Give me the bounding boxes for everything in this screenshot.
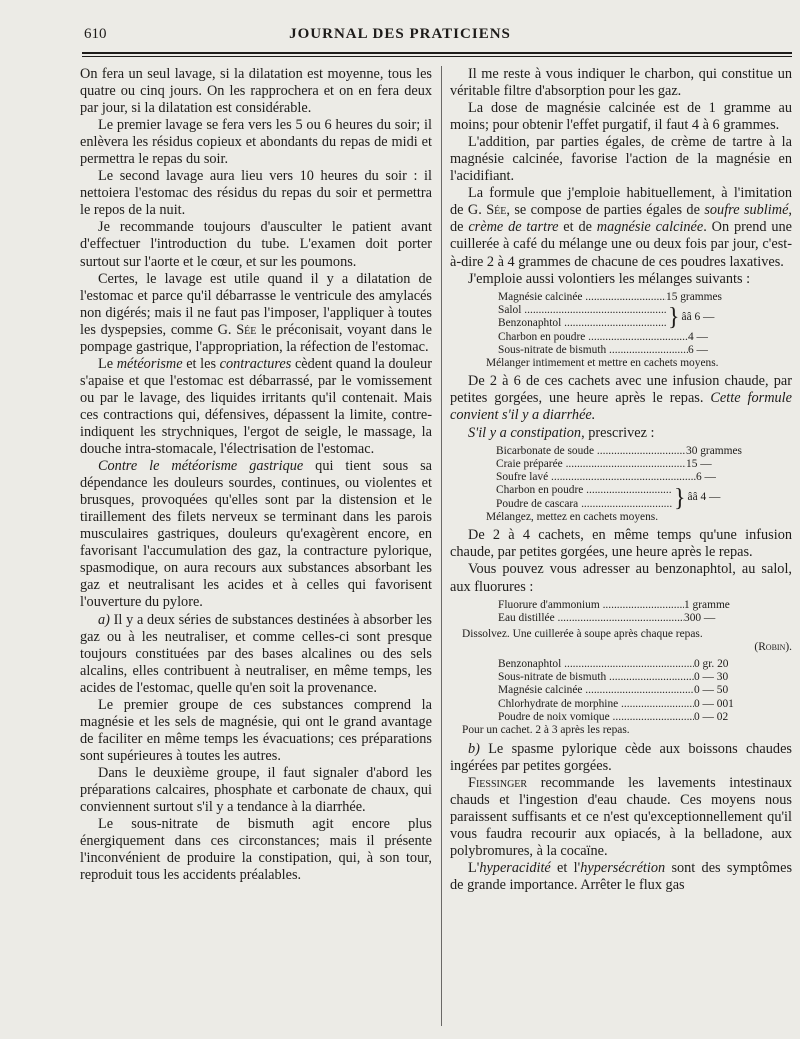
formula-row [498, 291, 758, 304]
formula-2 [486, 444, 746, 525]
list-marker: a) [98, 611, 110, 628]
emphasis: crème de tartre [468, 219, 559, 236]
paragraph: De 2 à 4 cachets, en même temps qu'une infusion chaude, par petites gorgées, une heure après le repas. [450, 527, 792, 561]
paragraph [80, 356, 432, 458]
quantity: 30 grammes [686, 444, 742, 457]
page-header [0, 26, 800, 48]
paragraph: Le premier lavage se fera vers les 5 ou 6 heures du soir; il enlèvera les résidus copieux et abondants du repas de midi et permettra le repas du soir. [80, 117, 432, 168]
paragraph [80, 458, 432, 611]
author-name: Fiessinger [468, 774, 528, 791]
text: Certes, le lavage est utile quand il y a dilatation de l'estomac et parce qu'il débarrasse le ventricule des amylacés non digérés; mais il ne faut pas l'imposer, l'appliquer à toutes les dyspepsies, comme G. [80, 270, 432, 338]
emphasis: magnésie calcinée [596, 219, 704, 236]
quantity: 0 — 001 [694, 697, 734, 710]
emphasis: contractures [219, 355, 292, 372]
formula-note: Mélanger intimement et mettre en cachets moyens. [486, 357, 719, 370]
formula-author: (Robin). [754, 641, 792, 654]
formula-row [498, 671, 758, 684]
paragraph [450, 185, 792, 270]
header-rule [82, 52, 792, 54]
formula-row [498, 331, 758, 344]
text: le préconisait, voyant dans le pompage gastrique, l'appropriation, la réfection de l'estomac. [80, 321, 432, 355]
ingredient: Fluorure d'ammonium ..... [498, 599, 684, 612]
brace-icon: } [668, 303, 680, 331]
ingredient: Charbon en poudre ..... [496, 484, 672, 497]
quantity: 0 — 30 [694, 671, 729, 684]
quantity: ââ 6 — [681, 310, 715, 323]
list-marker: b) [468, 740, 480, 757]
text: De 2 à 6 de ces cachets avec une infusion chaude, par petites gorgées, une heure après le repas. [450, 373, 792, 407]
ingredient: Salol ..... [498, 304, 666, 317]
column-divider [441, 66, 442, 1026]
paragraph [80, 612, 432, 697]
text: Le [98, 355, 117, 372]
formula-row [496, 445, 746, 458]
paragraph: Le premier groupe de ces substances comprend la magnésie et les sels de magnésie, qui ont le grand avantage de faciliter en même temps les évacuations; ces préparations sont supérieures à toutes les autres. [80, 696, 432, 764]
ingredient: Benzonaphtol ..... [498, 658, 694, 671]
header-rule-thin [82, 56, 792, 57]
text: . On prend une cuillerée à café du mélange une ou deux fois par jour, c'est-à-dire 2 à 4 grammes de chacune de ces poudres laxatives. [450, 219, 792, 270]
formula-row [498, 344, 758, 357]
formula-row [498, 599, 748, 612]
quantity: 0 gr. 20 [694, 657, 729, 670]
paragraph: Le second lavage aura lieu vers 10 heures du soir : il nettoiera l'estomac des résidus du repas du soir et permettra le repos de la nuit. [80, 168, 432, 219]
paragraph: Vous pouvez vous adresser au benzonaphtol, au salol, aux fluorures : [450, 561, 792, 595]
emphasis: soufre sublimé [704, 202, 789, 219]
formula-4 [462, 657, 758, 738]
ingredient: Soufre lavé ..... [496, 471, 696, 484]
paragraph [450, 860, 792, 894]
ingredient: Sous-nitrate de bismuth ..... [498, 671, 694, 684]
text: et les [182, 355, 220, 372]
formula-row [498, 612, 748, 625]
paragraph [450, 425, 792, 442]
text: et l' [550, 859, 581, 876]
paragraph: La dose de magnésie calcinée est de 1 gramme au moins; pour obtenir l'effet purgatif, il faut 4 à 6 grammes. [450, 100, 792, 134]
quantity: 1 gramme [684, 598, 730, 611]
ingredient: Chlorhydrate de morphine ..... [498, 698, 694, 711]
formula-row [498, 658, 758, 671]
quantity: 15 — [686, 457, 712, 470]
emphasis: hyperacidité [479, 859, 551, 876]
quantity: 0 — 50 [694, 684, 729, 697]
ingredient: Eau distillée ..... [498, 612, 684, 625]
text: , se compose de parties égales de [506, 202, 705, 219]
page-number: 610 [84, 26, 107, 42]
paragraph [450, 741, 792, 775]
paragraph: J'emploie aussi volontiers les mélanges suivants : [468, 270, 751, 287]
formula-note: Dissolvez. Une cuillerée à soupe après chaque repas. [462, 628, 703, 641]
text: sont des symptômes de grande importance. Arrêter le flux gas [450, 859, 793, 893]
text: recommande les lavements intestinaux chauds et l'ingestion d'eau chaude. Ces moyens nous paraissent suffisants et ce n'est qu'exceptionnellement qu'il vous faudra recourir aux opiacés, à la belladone, aux polybromures, à la cocaïne. [450, 774, 792, 859]
ingredient: Poudre de noix vomique ..... [498, 711, 694, 724]
paragraph [450, 775, 792, 860]
ingredient: Magnésie calcinée ..... [498, 291, 666, 304]
paragraph: Je recommande toujours d'ausculter le patient avant d'effectuer l'introduction du tube. L'examen doit porter surtout sur l'aorte et le cœur, et sur les poumons. [80, 219, 432, 270]
ingredient: Charbon en poudre ..... [498, 331, 688, 344]
paragraph: Dans le deuxième groupe, il faut signaler d'abord les préparations calcaires, phosphate et carbonate de chaux, qui conviennent surtout s'il y a tendance à la diarrhée. [80, 764, 432, 816]
text: , prescrivez : [581, 424, 655, 441]
paragraph: Il me reste à vous indiquer le charbon, qui constitue un véritable filtre d'absorption pour les gaz. [450, 66, 792, 100]
emphasis: Cette formule convient s'il y a diarrhée. [450, 390, 792, 424]
paragraph: L'addition, par parties égales, de crème de tartre à la magnésie calcinée, favorise l'action de la magnésie en l'acidifiant. [450, 134, 792, 185]
formula-3-notes [462, 628, 792, 655]
formula-3 [498, 599, 748, 626]
text: Le spasme pylorique cède aux boissons chaudes ingérées par petites gorgées. [450, 740, 792, 774]
text: et de [558, 219, 597, 236]
formula-note: Pour un cachet. 2 à 3 après les repas. [462, 724, 630, 737]
text: cèdent quand la douleur s'apaise et que l'estomac est débarrassé, par le vomissement ou par le lavage, des liquides irritants qu'il contenait. Mais ces contractions qui, défensives, dépassent la limite, contre-indiquent les strychniques, l'ergot de seigle, le massage, la douche intra-stomacale, l'électrisation de l'estomac. [80, 355, 432, 458]
brace-icon: } [674, 484, 686, 512]
formula-row [498, 684, 758, 697]
ingredient: Magnésie calcinée ..... [498, 684, 694, 697]
formula-row [498, 698, 758, 711]
ingredient: Benzonaphtol ..... [498, 317, 666, 330]
quantity: 6 — [696, 471, 716, 484]
formula-row [498, 711, 758, 724]
quantity: 0 — 02 [694, 710, 729, 723]
formula-group [498, 304, 758, 331]
formula-1 [486, 290, 758, 371]
emphasis: hypersécrétion [580, 859, 666, 876]
paragraph [80, 271, 432, 356]
text: La formule que j'emploie habituellement, à l'imitation de G. [450, 185, 792, 219]
author-name: Sée [486, 202, 507, 219]
quantity: 15 grammes [666, 290, 722, 303]
emphasis: S'il y a constipation [468, 424, 582, 441]
text: Il y a deux séries de substances destinées à absorber les gaz ou à les neutraliser, et comme celles-ci sont presque toujours constituées par des bases alcalines ou des sels alcalins, elles contribuent à neutraliser, en même temps, les acides de l'estomac, quelle qu'en soit la provenance. [80, 611, 432, 696]
right-column [450, 66, 792, 894]
ingredient: Craie préparée ..... [496, 458, 686, 471]
paragraph [450, 373, 792, 424]
emphasis: météorisme [116, 355, 183, 372]
paragraph: Le sous-nitrate de bismuth agit encore plus énergiquement dans ces circonstances; mais il présente l'inconvénient de produire la constipation, qui, à son tour, reproduit tous les accidents préalables. [80, 816, 432, 884]
quantity: 4 — [688, 330, 708, 343]
formula-row [496, 471, 746, 484]
ingredient: Bicarbonate de soude ..... [496, 445, 686, 458]
quantity: ââ 4 — [687, 491, 721, 504]
ingredient: Sous-nitrate de bismuth ..... [498, 344, 688, 357]
paragraph: On fera un seul lavage, si la dilatation est moyenne, tous les quatre ou cinq jours. On les rapprochera et on en fera deux par jour, si la dilatation est considérable. [80, 66, 432, 117]
author-name: Sée [236, 321, 257, 338]
quantity: 300 — [684, 611, 716, 624]
text: , de [450, 202, 792, 236]
formula-note: Mélangez, mettez en cachets moyens. [486, 511, 659, 524]
journal-title: JOURNAL DES PRATICIENS [289, 26, 511, 42]
ingredient: Poudre de cascara ..... [496, 498, 672, 511]
text: qui tient sous sa dépendance les douleurs sourdes, continues, ou violentes et brusques, provoquées qu'elles sont par la distension et le tiraillement des filets nerveux se terminant dans les parois musculaires gastriques, douleurs qu'exagèrent encore, en favorisant l'accumulation des gaz, la contracture pylorique, spasmodique, on aura recours aux substances absorbant les gaz et neutralisant les acides et à celles qui favorisent l'ouverture du pylore. [80, 458, 432, 611]
text: L' [468, 859, 480, 876]
formula-row [496, 458, 746, 471]
emphasis: Contre le météorisme gastrique [98, 458, 304, 475]
formula-group [496, 484, 746, 511]
quantity: 6 — [688, 343, 708, 356]
left-column [80, 66, 432, 884]
